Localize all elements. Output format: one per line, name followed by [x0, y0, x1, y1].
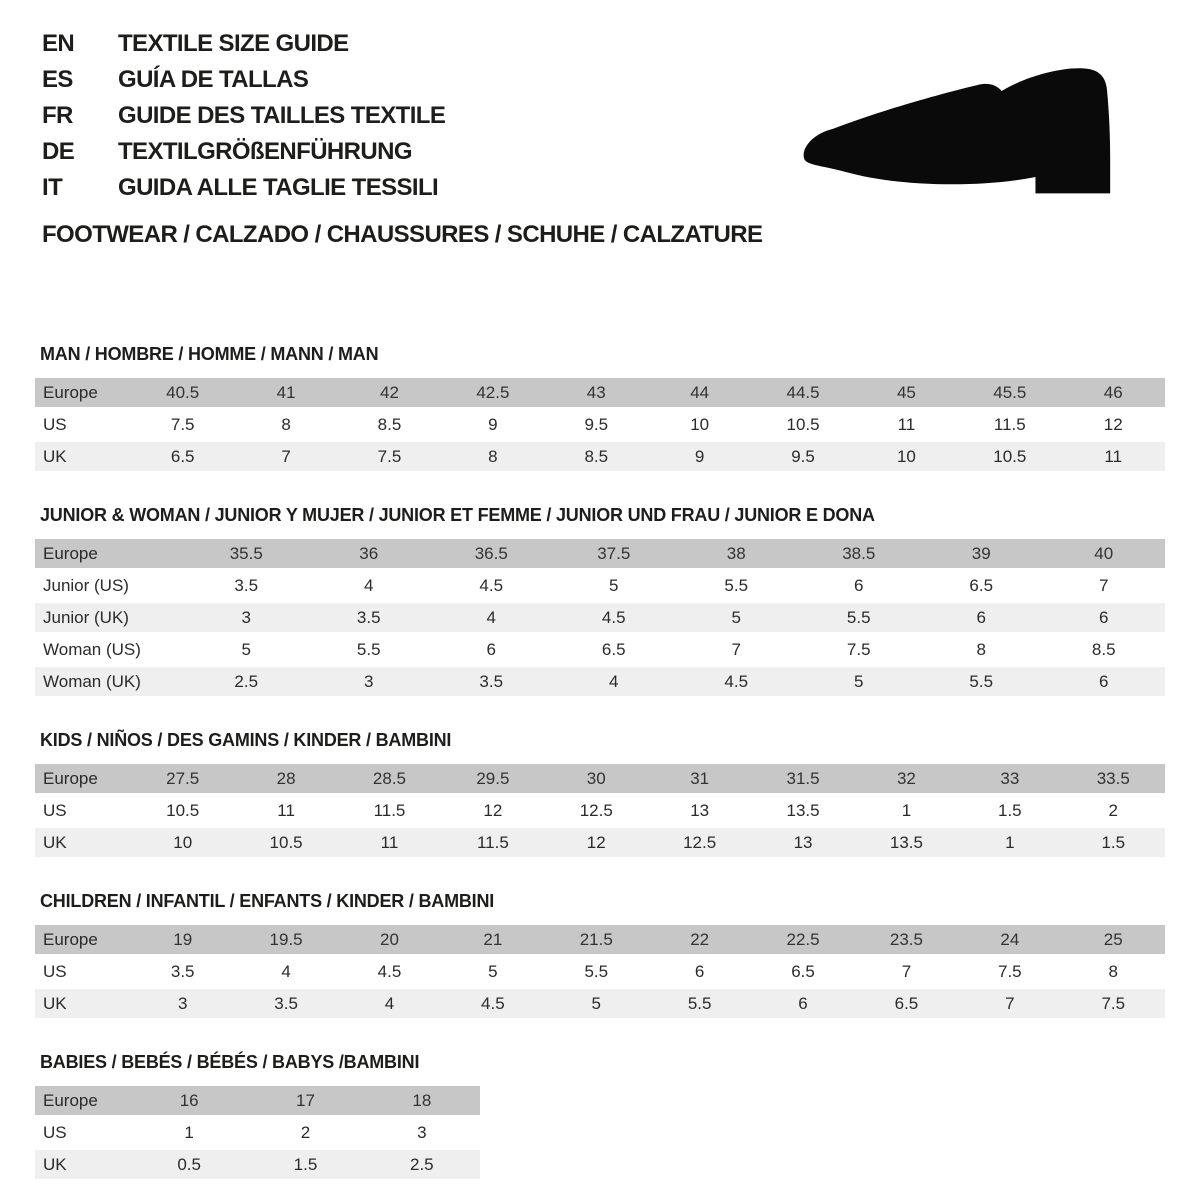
size-value: 21 — [441, 925, 544, 954]
size-value: 3 — [185, 603, 308, 632]
size-value: 11 — [855, 410, 958, 439]
row-label: UK — [35, 828, 131, 857]
size-value: 13.5 — [751, 796, 854, 825]
size-value: 12.5 — [648, 828, 751, 857]
size-value: 30 — [545, 764, 648, 793]
size-value: 1.5 — [1062, 828, 1165, 857]
size-value: 31 — [648, 764, 751, 793]
size-row — [35, 1086, 480, 1115]
size-value: 11 — [338, 828, 441, 857]
size-value: 3.5 — [131, 957, 234, 986]
size-value: 18 — [364, 1086, 480, 1115]
size-value: 36 — [308, 539, 431, 568]
size-row — [35, 1118, 480, 1147]
size-value: 25 — [1062, 925, 1165, 954]
size-value: 16 — [131, 1086, 247, 1115]
size-value: 3.5 — [234, 989, 337, 1018]
language-header — [42, 26, 445, 206]
size-value: 8.5 — [545, 442, 648, 471]
size-value: 45 — [855, 378, 958, 407]
size-value: 6 — [430, 635, 553, 664]
size-value: 40 — [1043, 539, 1166, 568]
size-value: 19.5 — [234, 925, 337, 954]
size-value: 37.5 — [553, 539, 676, 568]
size-value: 10 — [648, 410, 751, 439]
size-value: 12 — [1062, 410, 1165, 439]
size-value: 2 — [1062, 796, 1165, 825]
size-table — [35, 761, 1165, 860]
size-value: 7 — [958, 989, 1061, 1018]
size-value: 2.5 — [185, 667, 308, 696]
size-value: 11 — [234, 796, 337, 825]
row-label: US — [35, 410, 131, 439]
size-value: 28 — [234, 764, 337, 793]
size-value: 8 — [1062, 957, 1165, 986]
size-value: 3.5 — [430, 667, 553, 696]
size-row — [35, 410, 1165, 439]
size-value: 6 — [648, 957, 751, 986]
size-row — [35, 667, 1165, 696]
row-label: UK — [35, 442, 131, 471]
size-value: 27.5 — [131, 764, 234, 793]
size-value: 32 — [855, 764, 958, 793]
size-value: 33.5 — [1062, 764, 1165, 793]
size-value: 39 — [920, 539, 1043, 568]
size-table-section — [35, 506, 1165, 699]
size-value: 7.5 — [131, 410, 234, 439]
size-value: 5.5 — [308, 635, 431, 664]
size-value: 6.5 — [920, 571, 1043, 600]
row-label: Woman (UK) — [35, 667, 185, 696]
size-value: 35.5 — [185, 539, 308, 568]
size-value: 8 — [234, 410, 337, 439]
size-value: 10.5 — [751, 410, 854, 439]
language-row-es — [42, 62, 445, 98]
language-code: IT — [42, 174, 63, 201]
size-value: 41 — [234, 378, 337, 407]
size-value: 5 — [185, 635, 308, 664]
size-value: 21.5 — [545, 925, 648, 954]
size-value: 5.5 — [798, 603, 921, 632]
language-label: TEXTILGRÖßENFÜHRUNG — [118, 138, 412, 165]
size-value: 8.5 — [1043, 635, 1166, 664]
size-value: 1 — [131, 1118, 247, 1147]
size-value: 6.5 — [855, 989, 958, 1018]
size-value: 7.5 — [1062, 989, 1165, 1018]
size-value: 6 — [798, 571, 921, 600]
language-code: EN — [42, 30, 75, 57]
size-table-section — [35, 1053, 1165, 1182]
size-value: 4 — [430, 603, 553, 632]
size-value: 1 — [958, 828, 1061, 857]
size-value: 9 — [441, 410, 544, 439]
size-value: 1 — [855, 796, 958, 825]
size-value: 5 — [553, 571, 676, 600]
language-code: FR — [42, 102, 73, 129]
size-table — [35, 1083, 480, 1182]
size-value: 31.5 — [751, 764, 854, 793]
size-value: 11.5 — [338, 796, 441, 825]
row-label: US — [35, 1118, 131, 1147]
size-value: 24 — [958, 925, 1061, 954]
size-value: 5.5 — [648, 989, 751, 1018]
size-value: 5.5 — [920, 667, 1043, 696]
size-value: 5 — [545, 989, 648, 1018]
size-value: 10 — [855, 442, 958, 471]
size-value: 43 — [545, 378, 648, 407]
row-label: Europe — [35, 1086, 131, 1115]
size-row — [35, 764, 1165, 793]
size-row — [35, 603, 1165, 632]
size-value: 3.5 — [185, 571, 308, 600]
size-value: 13 — [648, 796, 751, 825]
size-row — [35, 925, 1165, 954]
row-label: Junior (UK) — [35, 603, 185, 632]
size-row — [35, 539, 1165, 568]
size-value: 8 — [441, 442, 544, 471]
size-table-title: KIDS / NIÑOS / DES GAMINS / KINDER / BAMBINI — [40, 730, 452, 750]
row-label: Europe — [35, 925, 131, 954]
size-table-section — [35, 731, 1165, 860]
size-value: 12 — [545, 828, 648, 857]
size-value: 2 — [247, 1118, 363, 1147]
size-value: 8 — [920, 635, 1043, 664]
row-label: UK — [35, 1150, 131, 1179]
size-row — [35, 378, 1165, 407]
language-row-en — [42, 26, 445, 62]
size-row — [35, 571, 1165, 600]
size-value: 9 — [648, 442, 751, 471]
size-value: 7.5 — [798, 635, 921, 664]
size-table-title: CHILDREN / INFANTIL / ENFANTS / KINDER / BAMBINI — [40, 891, 495, 911]
size-value: 6.5 — [131, 442, 234, 471]
size-table-title: MAN / HOMBRE / HOMME / MANN / MAN — [40, 344, 379, 364]
size-table — [35, 922, 1165, 1021]
size-table — [35, 375, 1165, 474]
size-value: 6.5 — [751, 957, 854, 986]
size-value: 28.5 — [338, 764, 441, 793]
size-value: 5 — [441, 957, 544, 986]
size-value: 10 — [131, 828, 234, 857]
size-value: 3.5 — [308, 603, 431, 632]
size-table-title: BABIES / BEBÉS / BÉBÉS / BABYS /BAMBINI — [40, 1052, 420, 1072]
size-value: 0.5 — [131, 1150, 247, 1179]
size-value: 3 — [131, 989, 234, 1018]
language-row-it — [42, 170, 445, 206]
size-table — [35, 536, 1165, 699]
size-value: 4 — [338, 989, 441, 1018]
size-value: 20 — [338, 925, 441, 954]
size-value: 7 — [855, 957, 958, 986]
size-value: 4.5 — [430, 571, 553, 600]
size-value: 5.5 — [675, 571, 798, 600]
size-value: 12 — [441, 796, 544, 825]
language-row-fr — [42, 98, 445, 134]
size-value: 6 — [1043, 603, 1166, 632]
row-label: US — [35, 957, 131, 986]
size-row — [35, 989, 1165, 1018]
size-table-section — [35, 892, 1165, 1021]
size-value: 17 — [247, 1086, 363, 1115]
size-value: 11.5 — [958, 410, 1061, 439]
size-value: 4.5 — [675, 667, 798, 696]
size-value: 12.5 — [545, 796, 648, 825]
row-label: Europe — [35, 764, 131, 793]
size-value: 5 — [675, 603, 798, 632]
row-label: Europe — [35, 539, 185, 568]
size-table-title: JUNIOR & WOMAN / JUNIOR Y MUJER / JUNIOR ET FEMME / JUNIOR UND FRAU / JUNIOR E DONA — [40, 505, 875, 525]
row-label: Junior (US) — [35, 571, 185, 600]
size-value: 5 — [798, 667, 921, 696]
size-value: 6 — [1043, 667, 1166, 696]
category-title: FOOTWEAR / CALZADO / CHAUSSURES / SCHUHE / CALZATURE — [42, 221, 763, 248]
size-value: 13 — [751, 828, 854, 857]
size-value: 22.5 — [751, 925, 854, 954]
size-value: 45.5 — [958, 378, 1061, 407]
size-row — [35, 796, 1165, 825]
size-value: 4 — [553, 667, 676, 696]
size-value: 7.5 — [338, 442, 441, 471]
size-value: 9.5 — [545, 410, 648, 439]
size-value: 46 — [1062, 378, 1165, 407]
language-row-de — [42, 134, 445, 170]
row-label: Woman (US) — [35, 635, 185, 664]
size-tables — [35, 345, 1165, 1200]
size-value: 4.5 — [553, 603, 676, 632]
size-value: 8.5 — [338, 410, 441, 439]
size-value: 23.5 — [855, 925, 958, 954]
language-code: DE — [42, 138, 75, 165]
size-value: 2.5 — [364, 1150, 480, 1179]
row-label: UK — [35, 989, 131, 1018]
size-value: 22 — [648, 925, 751, 954]
size-value: 6 — [920, 603, 1043, 632]
size-row — [35, 442, 1165, 471]
size-value: 33 — [958, 764, 1061, 793]
size-value: 1.5 — [247, 1150, 363, 1179]
row-label: Europe — [35, 378, 131, 407]
size-value: 3 — [308, 667, 431, 696]
size-value: 4.5 — [338, 957, 441, 986]
size-value: 42 — [338, 378, 441, 407]
size-value: 36.5 — [430, 539, 553, 568]
size-value: 29.5 — [441, 764, 544, 793]
size-value: 13.5 — [855, 828, 958, 857]
dress-shoe-icon — [798, 60, 1146, 208]
size-value: 10.5 — [958, 442, 1061, 471]
size-value: 6 — [751, 989, 854, 1018]
size-value: 3 — [364, 1118, 480, 1147]
size-value: 44.5 — [751, 378, 854, 407]
size-value: 40.5 — [131, 378, 234, 407]
size-value: 7.5 — [958, 957, 1061, 986]
size-row — [35, 1150, 480, 1179]
size-table-section — [35, 345, 1165, 474]
size-value: 4 — [308, 571, 431, 600]
size-value: 7 — [1043, 571, 1166, 600]
size-value: 38.5 — [798, 539, 921, 568]
size-value: 10.5 — [131, 796, 234, 825]
size-value: 1.5 — [958, 796, 1061, 825]
size-value: 44 — [648, 378, 751, 407]
size-value: 42.5 — [441, 378, 544, 407]
size-value: 11 — [1062, 442, 1165, 471]
row-label: US — [35, 796, 131, 825]
size-value: 4 — [234, 957, 337, 986]
size-value: 10.5 — [234, 828, 337, 857]
language-label: TEXTILE SIZE GUIDE — [118, 30, 349, 57]
size-value: 7 — [234, 442, 337, 471]
size-value: 5.5 — [545, 957, 648, 986]
size-row — [35, 957, 1165, 986]
size-value: 11.5 — [441, 828, 544, 857]
size-value: 19 — [131, 925, 234, 954]
language-label: GUÍA DE TALLAS — [118, 66, 309, 93]
language-code: ES — [42, 66, 73, 93]
size-row — [35, 828, 1165, 857]
size-row — [35, 635, 1165, 664]
size-value: 4.5 — [441, 989, 544, 1018]
size-value: 7 — [675, 635, 798, 664]
size-value: 6.5 — [553, 635, 676, 664]
size-value: 38 — [675, 539, 798, 568]
language-label: GUIDE DES TAILLES TEXTILE — [118, 102, 446, 129]
size-value: 9.5 — [751, 442, 854, 471]
language-label: GUIDA ALLE TAGLIE TESSILI — [118, 174, 439, 201]
